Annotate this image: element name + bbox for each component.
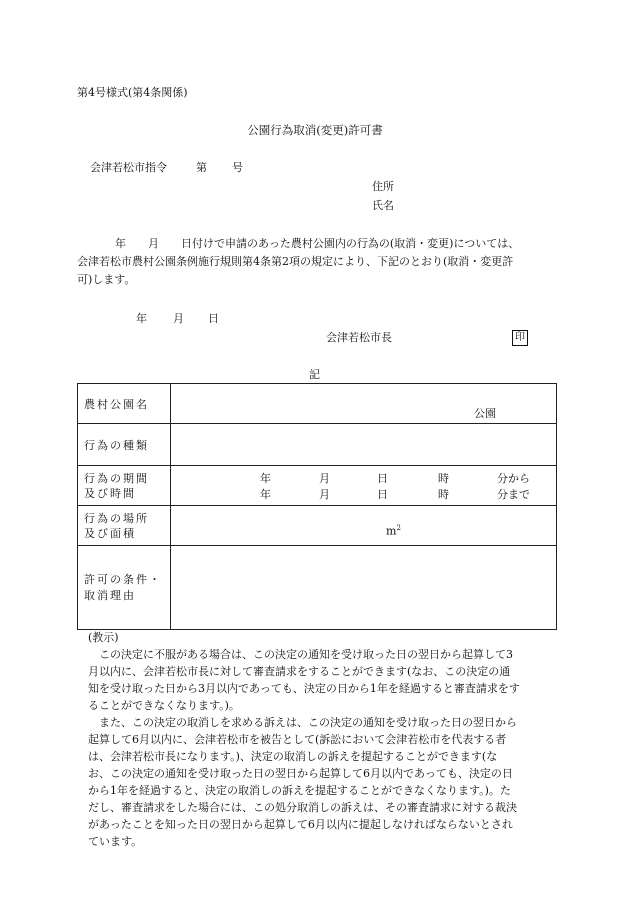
period-cell[interactable] — [171, 466, 557, 506]
place-label-line-2: 及び面積 — [84, 526, 136, 540]
notice-p1-line-2: 月以内に、会津若松市長に対して審査請求をすることができます(なお、この決定の通 — [88, 665, 511, 678]
form-code: 第4号様式(第4条関係) — [77, 86, 188, 99]
from-minute: 分から — [497, 472, 530, 485]
period-label — [78, 466, 171, 506]
notice-p2-line-7: があったことを知った日の翌日から起算して6月以内に提起しなければならないとされ — [88, 818, 513, 831]
seal-mark: 印 — [512, 330, 528, 346]
intro-line-3: 可)します。 — [77, 273, 136, 286]
park-name-cell[interactable] — [171, 384, 557, 424]
row-park-name — [78, 384, 557, 424]
action-type-label: 行為の種類 — [78, 424, 171, 466]
reason-label-line-2: 取消理由 — [84, 588, 136, 602]
notice-p2-line-4: お、この決定の通知を受け取った日の翌日から起算して6月以内であっても、決定の日 — [88, 767, 513, 780]
document-title: 公園行為取消(変更)許可書 — [247, 123, 383, 137]
issue-year: 年 — [136, 312, 147, 325]
row-place — [78, 506, 557, 546]
place-cell[interactable] — [171, 506, 557, 546]
area-unit-m: m — [386, 524, 397, 538]
notice-p2-line-6: だし、審査請求をした場合には、この処分取消しの訴えは、その審査請求に対する裁決 — [88, 801, 517, 814]
ki-mark: 記 — [309, 368, 320, 381]
reason-label-line-1: 許可の条件・ — [84, 572, 162, 586]
notice-p2-line-3: は、会津若松市長になります。)、決定の取消しの訴えを提起することができます(な — [88, 750, 498, 763]
intro-line-2: 会津若松市農村公園条例施行規則第4条第2項の規定により、下記のとおり(取消・変更許 — [77, 255, 514, 268]
notice-heading: (教示) — [88, 631, 119, 644]
notice-p2-line-1: また、この決定の取消しを求める訴えは、この決定の通知を受け取った日の翌日から — [99, 716, 517, 729]
from-month: 月 — [319, 472, 330, 485]
place-label-line-1: 行為の場所 — [84, 511, 149, 525]
address-label: 住所 — [372, 180, 394, 193]
intro-line-1: 年 月 日付けで申請のあった農村公園内の行為の(取消・変更)については、 — [115, 237, 520, 250]
to-minute: 分まで — [497, 488, 530, 501]
row-reason — [78, 546, 557, 630]
notice-p1-line-4: ることができなくなります。)。 — [88, 699, 240, 712]
issue-month: 月 — [173, 312, 184, 325]
place-label — [78, 506, 171, 546]
to-year: 年 — [260, 488, 271, 501]
park-name-label: 農村公園名 — [78, 384, 171, 424]
notice-p1-line-3: 知を受け取った日から3月以内であっても、決定の日から1年を経過すると審査請求をす — [88, 682, 520, 695]
period-label-line-1: 行為の期間 — [84, 471, 149, 485]
reason-cell[interactable] — [171, 546, 557, 630]
area-unit — [386, 524, 401, 538]
order-number-prefix: 会津若松市指令 — [90, 161, 167, 174]
from-day: 日 — [377, 472, 388, 485]
notice-p2-line-2: 起算して6月以内に、会津若松市を被告として(訴訟において会津若松市を代表する者 — [88, 733, 507, 746]
from-hour: 時 — [438, 472, 449, 485]
notice-p2-line-5: から1年を経過すると、決定の取消しの訴えを提起することができなくなります。)。た — [88, 784, 511, 797]
area-unit-sup: 2 — [396, 524, 401, 532]
to-hour: 時 — [438, 488, 449, 501]
permit-details-table — [77, 383, 557, 630]
action-type-cell[interactable] — [171, 424, 557, 466]
row-action-type — [78, 424, 557, 466]
issue-day: 日 — [208, 312, 219, 325]
reason-label — [78, 546, 171, 630]
order-number-dai: 第 — [196, 161, 207, 174]
name-label: 氏名 — [372, 199, 394, 212]
from-year: 年 — [260, 472, 271, 485]
to-day: 日 — [377, 488, 388, 501]
notice-p2-line-8: ています。 — [88, 835, 143, 848]
park-name-suffix: 公園 — [474, 407, 496, 420]
notice-p1-line-1: この決定に不服がある場合は、この決定の通知を受け取った日の翌日から起算して3 — [99, 648, 513, 661]
to-month: 月 — [319, 488, 330, 501]
issuer-title: 会津若松市長 — [326, 331, 392, 344]
period-label-line-2: 及び時間 — [84, 486, 136, 500]
row-period — [78, 466, 557, 506]
order-number-go: 号 — [232, 161, 243, 174]
